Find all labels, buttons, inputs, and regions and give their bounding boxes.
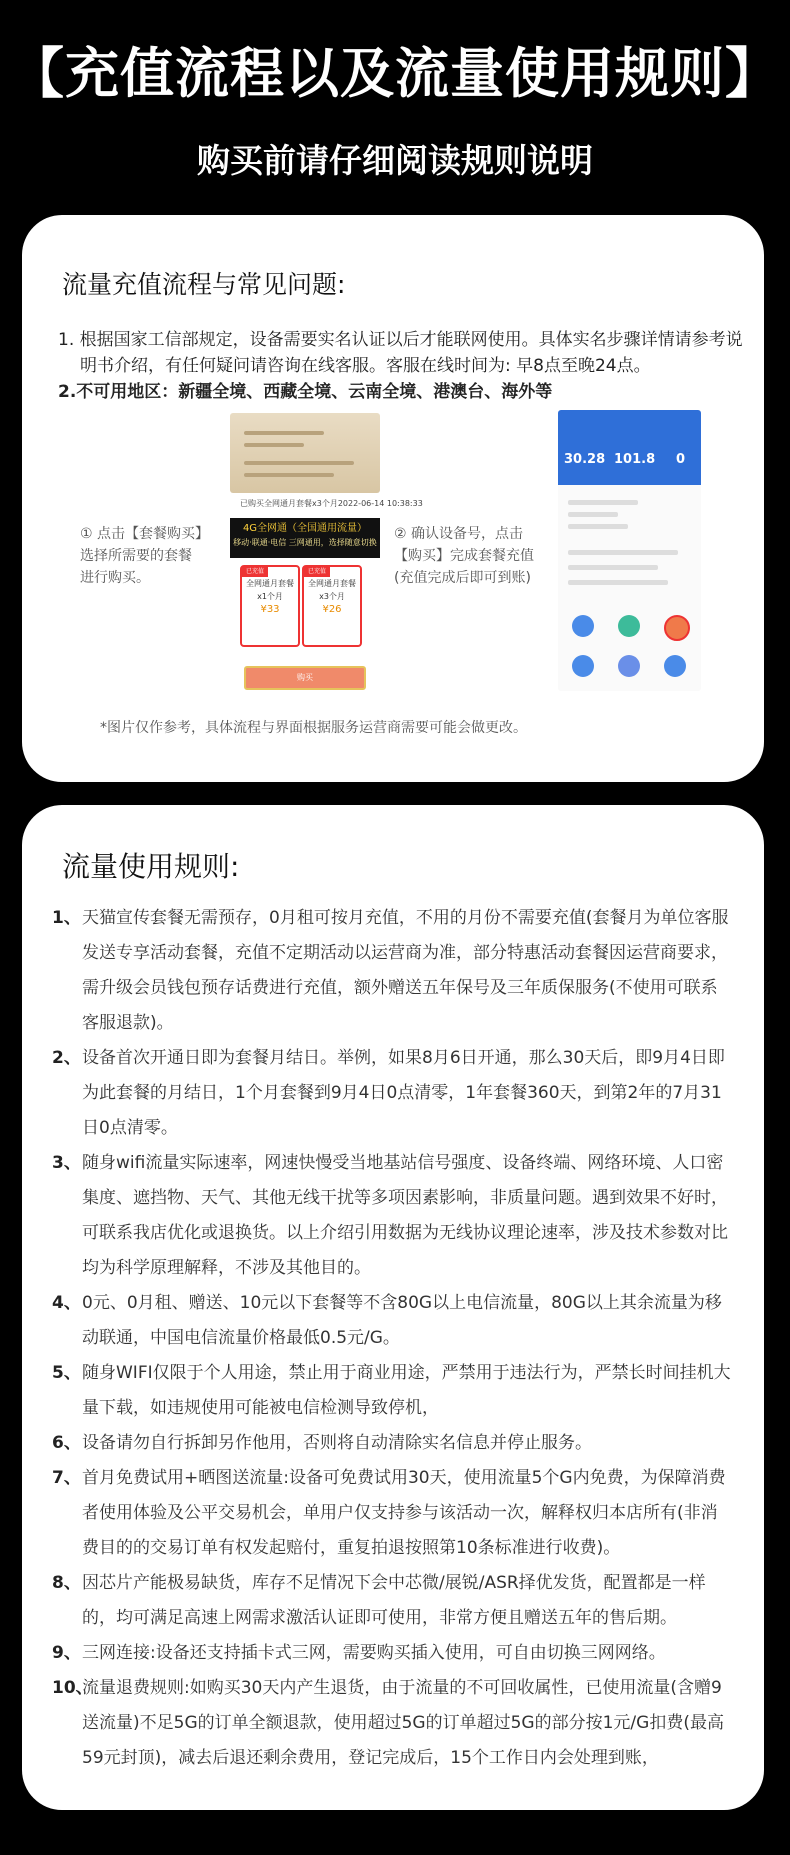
- usage-rules-card: [22, 805, 764, 1810]
- app-header: [558, 410, 701, 485]
- buy-button[interactable]: 购买: [244, 666, 366, 690]
- page-subtitle: 购买前请仔细阅读规则说明: [197, 141, 593, 180]
- package-qty: x3个月: [319, 592, 345, 601]
- package-name: 全网通月套餐: [246, 579, 294, 588]
- device-app-screenshot: [558, 410, 701, 691]
- recharge-flow-illustration: [22, 215, 764, 782]
- intro-item-1: 1. 根据国家工信部规定，设备需要实名认证以后才能联网使用。具体实名步骤详情请参考说明书介绍，有任何疑问请咨询在线客服。客服在线时间为: 早8点至晚24点。: [58, 330, 743, 376]
- step-1-text: [80, 523, 230, 589]
- step-2-label: ② 确认设备号，点击 【购买】完成套餐充值 (充值完成后即可到账): [394, 526, 534, 586]
- rule-item: 6、 设备请勿自行拆卸另作他用，否则将自动清除实名信息并停止服务。: [52, 1433, 592, 1453]
- app-grid-icon: [664, 615, 690, 641]
- rule-item: 2、 设备首次开通日即为套餐月结日。举例，如果8月6日开通，那么30天后，即9月4日即为此套餐的月结日，1个月套餐到9月4日0点清零，1年套餐360天，到第2年的7月31日0点清零。: [52, 1048, 725, 1138]
- rule-item: 10、 流量退费规则:如购买30天内产生退货，由于流量的不可回收属性，已使用流量(含赠9送流量)不足5G的订单全额退款，使用超过5G的订单超过5G的部分按1元/G扣费(最高59元封顶)，减去后退还剩余费用，登记完成后，15个工作日内会处理到账，: [52, 1678, 724, 1768]
- app-stat: 0: [676, 452, 686, 467]
- app-grid-icon: [572, 615, 594, 637]
- package-banner: [230, 518, 380, 558]
- package-qty: x1个月: [257, 592, 283, 601]
- banner-title: 4G全网通（全国通用流量）: [242, 523, 368, 534]
- order-screenshot: [230, 413, 380, 493]
- rule-item: 3、 随身wifi流量实际速率，网速快慢受当地基站信号强度、设备终端、网络环境、人口密集度、遮挡物、天气、其他无线干扰等多项因素影响，非质量问题。遇到效果不好时，可联系我店优化或退换货。以上介绍引用数据为无线协议理论速率，涉及技术参数对比均为科学原理解释，不涉及其他目的。: [52, 1153, 728, 1278]
- package-price: ¥26: [322, 604, 342, 615]
- rule-item: 4、 0元、0月租、赠送、10元以下套餐等不含80G以上电信流量，80G以上其余流量为移动联通，中国电信流量价格最低0.5元/G。: [52, 1293, 722, 1348]
- rule-item: 7、 首月免费试用+晒图送流量:设备可免费试用30天，使用流量5个G内免费，为保障消费者使用体验及公平交易机会，单用户仅支持参与该活动一次，解释权归本店所有(非消费目的的交易订单有权发起赔付，重复拍退按照第10条标准进行收费)。: [52, 1468, 726, 1558]
- app-grid-icon: [572, 655, 594, 677]
- order-caption: 已购买全网通月套餐x3个月2022-06-14 10:38:33: [240, 499, 423, 508]
- usage-rules-title: 流量使用规则:: [62, 850, 240, 883]
- intro-item-2: 2.不可用地区：新疆全境、西藏全境、云南全境、港澳台、海外等: [58, 382, 553, 402]
- app-grid-icon: [618, 615, 640, 637]
- app-grid-icon: [618, 655, 640, 677]
- app-stat: 101.8: [614, 452, 656, 467]
- rules-list: [52, 901, 732, 1776]
- hero-header: [0, 0, 790, 182]
- page-title: 【充值流程以及流量使用规则】: [10, 42, 780, 105]
- package-price: ¥33: [260, 604, 280, 615]
- recharge-flow-card: [22, 215, 764, 782]
- rule-item: 9、 三网连接:设备还支持插卡式三网，需要购买插入使用，可自由切换三网网络。: [52, 1643, 666, 1663]
- rule-item: 8、 因芯片产能极易缺货，库存不足情况下会中芯微/展锐/ASR择优发货，配置都是一样的，均可满足高速上网需求激活认证即可使用，非常方便且赠送五年的售后期。: [52, 1573, 706, 1628]
- package-option[interactable]: [302, 565, 362, 647]
- step-2-text: [394, 523, 554, 589]
- illustration-note: *图片仅作参考，具体流程与界面根据服务运营商需要可能会做更改。: [100, 720, 527, 736]
- app-grid-icon: [664, 655, 686, 677]
- banner-subtitle: 移动·联通·电信 三网通用，选择随意切换: [233, 538, 377, 547]
- rule-item: 1、 天猫宣传套餐无需预存，0月租可按月充值，不用的月份不需要充值(套餐月为单位客服发送专享活动套餐，充值不定期活动以运营商为准，部分特惠活动套餐因运营商要求，需升级会员钱包预存话费进行充值，额外赠送五年保号及三年质保服务(不使用可联系客服退款)。: [52, 908, 729, 1033]
- package-tag: 已充值: [242, 567, 268, 577]
- rule-item: 5、 随身WIFI仅限于个人用途，禁止用于商业用途，严禁用于违法行为，严禁长时间挂机大量下载，如违规使用可能被电信检测导致停机，: [52, 1363, 731, 1418]
- recharge-flow-title: 流量充值流程与常见问题:: [62, 270, 346, 299]
- step-1-label: ① 点击【套餐购买】 选择所需要的套餐 进行购买。: [80, 526, 210, 586]
- package-name: 全网通月套餐: [308, 579, 356, 588]
- package-tag: 已充值: [304, 567, 330, 577]
- package-option[interactable]: [240, 565, 300, 647]
- app-stat: 30.28: [564, 452, 606, 467]
